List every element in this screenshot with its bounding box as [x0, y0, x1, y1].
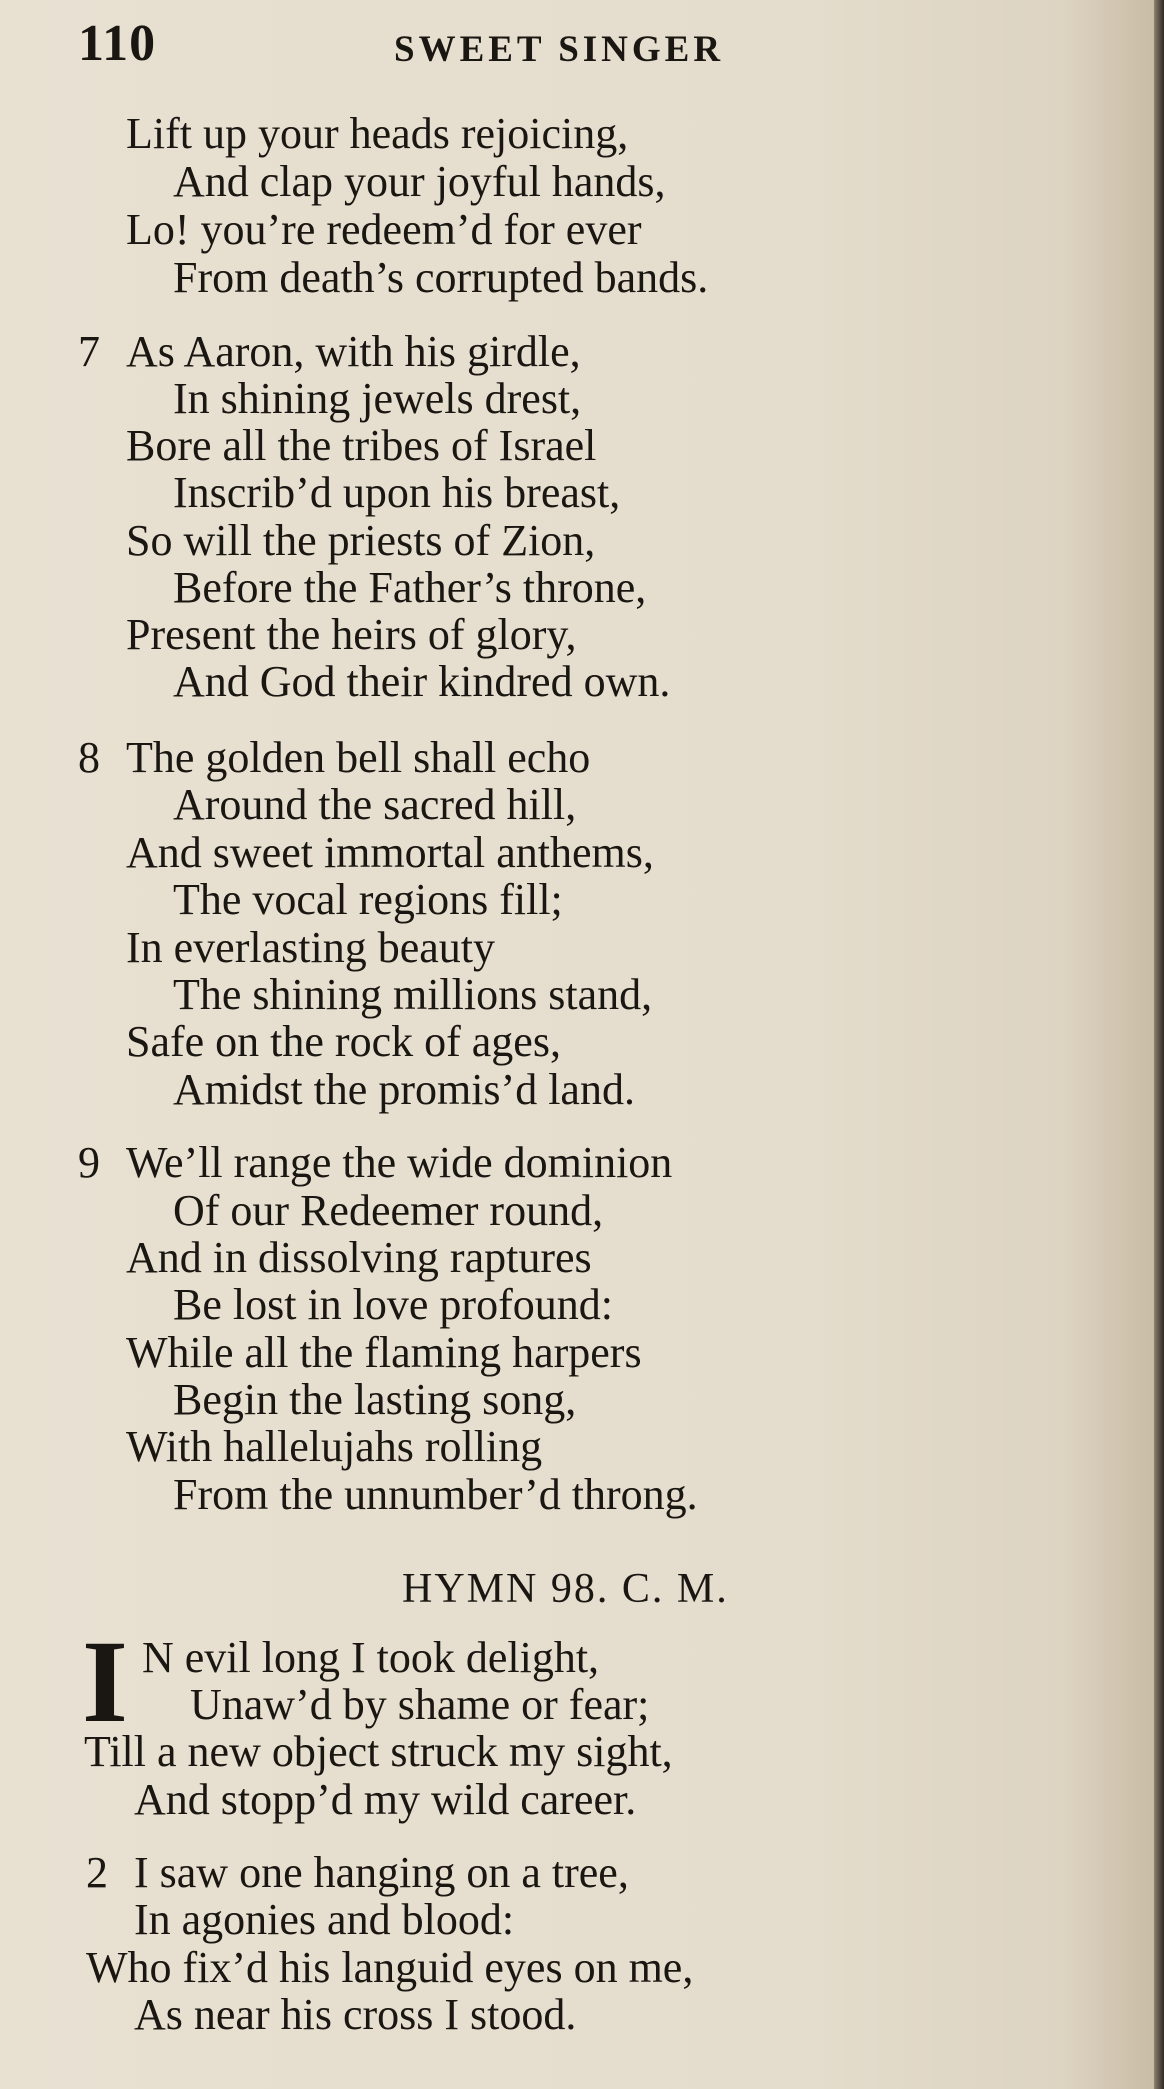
- page-number: 110: [78, 15, 157, 72]
- verse-line: Bore all the tribes of Israel: [126, 421, 597, 470]
- verse-line: Before the Father’s throne,: [173, 563, 647, 612]
- verse-line: Around the sacred hill,: [173, 780, 577, 829]
- verse-line: I saw one hanging on a tree,: [134, 1848, 629, 1897]
- verse-line: Present the heirs of glory,: [126, 610, 577, 659]
- verse-line: With hallelujahs rolling: [126, 1422, 543, 1471]
- stanza-number: 7: [78, 327, 100, 376]
- verse-line: In everlasting beauty: [126, 923, 495, 972]
- verse-line: Amidst the promis’d land.: [173, 1065, 635, 1114]
- verse-line: N evil long I took delight,: [142, 1633, 600, 1682]
- verse-line: We’ll range the wide dominion: [126, 1138, 673, 1187]
- verse-line: Till a new object struck my sight,: [84, 1727, 673, 1776]
- verse-line: The vocal regions fill;: [173, 875, 563, 924]
- stanza-number: 9: [78, 1138, 100, 1187]
- page-header: [78, 14, 798, 74]
- verse-line: Safe on the rock of ages,: [126, 1017, 561, 1066]
- verse-line: Be lost in love profound:: [173, 1280, 613, 1329]
- verse-line: So will the priests of Zion,: [126, 516, 596, 565]
- verse-line: Begin the lasting song,: [173, 1375, 577, 1424]
- verse-line: While all the flaming harpers: [126, 1328, 642, 1377]
- verse-line: Lift up your heads rejoicing,: [126, 109, 629, 158]
- verse-line: Lo! you’re redeem’d for ever: [126, 205, 642, 254]
- verse-line: From the unnumber’d throng.: [173, 1470, 698, 1519]
- verse-line: As Aaron, with his girdle,: [126, 327, 581, 376]
- verse-line: In agonies and blood:: [134, 1895, 515, 1944]
- verse-line: And clap your joyful hands,: [173, 157, 666, 206]
- running-title: SWEET SINGER: [394, 29, 725, 70]
- verse-line: As near his cross I stood.: [134, 1990, 577, 2039]
- page-edge: [1154, 0, 1164, 2089]
- drop-cap: I: [82, 1616, 128, 1747]
- verse-line: In shining jewels drest,: [173, 374, 582, 423]
- verse-line: From death’s corrupted bands.: [173, 253, 709, 302]
- hymn-heading: HYMN 98. C. M.: [402, 1566, 729, 1612]
- verse-line: The shining millions stand,: [173, 970, 653, 1019]
- verse-line: Unaw’d by shame or fear;: [190, 1680, 650, 1729]
- verse-line: And God their kindred own.: [173, 657, 671, 706]
- verse-line: The golden bell shall echo: [126, 733, 591, 782]
- verse-line: And sweet immortal anthems,: [126, 828, 654, 877]
- stanza-number: 8: [78, 733, 100, 782]
- stanza-number: 2: [86, 1848, 108, 1897]
- verse-line: And stopp’d my wild career.: [134, 1775, 637, 1824]
- verse-line: And in dissolving raptures: [126, 1233, 592, 1282]
- verse-line: Inscrib’d upon his breast,: [173, 468, 621, 517]
- verse-line: Of our Redeemer round,: [173, 1186, 604, 1235]
- verse-line: Who fix’d his languid eyes on me,: [86, 1943, 694, 1992]
